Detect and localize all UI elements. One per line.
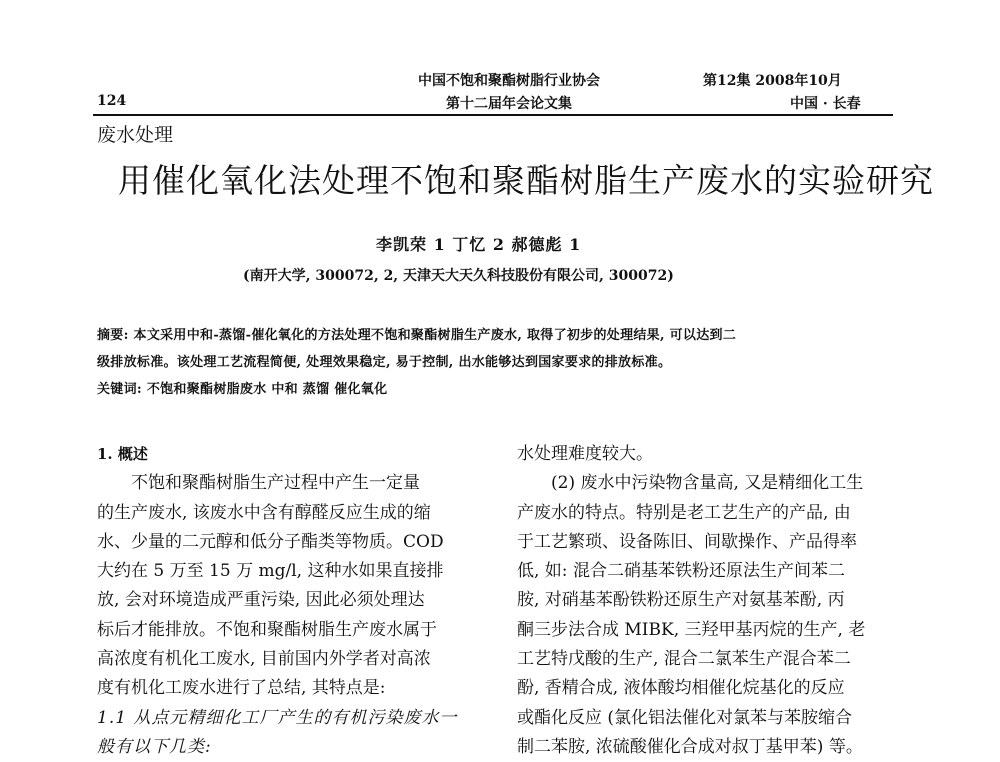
right-column [517, 440, 917, 762]
subsection-heading: 1.1 从点元精细化工厂产生的有机污染废水一 [97, 707, 458, 728]
proceedings-title: 第十二届年会论文集 [446, 96, 572, 112]
body-line: 胺, 对硝基苯酚铁粉还原生产对氨基苯酚, 丙 [517, 590, 845, 611]
body-line: 度有机化工废水进行了总结, 其特点是: [97, 678, 386, 699]
header-rule [93, 114, 893, 116]
body-line: 或酯化反应 (氯化铝法催化对氯苯与苯胺缩合 [517, 707, 853, 728]
keywords: 关键词: 不饱和聚酯树脂废水 中和 蒸馏 催化氧化 [97, 382, 388, 397]
abstract-line-1: 摘要: 本文采用中和-蒸馏-催化氧化的方法处理不饱和聚酯树脂生产废水, 取得了初步的处理结果, 可以达到二 [97, 328, 737, 343]
abstract-line-2: 级排放标准。该处理工艺流程简便, 处理效果稳定, 易于控制, 出水能够达到国家要求的排放标准。 [97, 355, 672, 370]
left-column [97, 440, 497, 762]
volume-date: 第12集 2008年10月 [703, 73, 842, 89]
body-line: 的生产废水, 该废水中含有醇醛反应生成的缩 [97, 502, 431, 523]
body-line: (2) 废水中污染物含量高, 又是精细化工生 [551, 473, 864, 494]
body-line: 水处理难度较大。 [517, 444, 653, 464]
body-line: 低, 如: 混合二硝基苯铁粉还原法生产间苯二 [517, 561, 845, 582]
affiliation: (南开大学, 300072, 2, 天津天大天久科技股份有限公司, 300072) [243, 268, 674, 284]
body-line: 高浓度有机化工废水, 目前国内外学者对高浓 [97, 649, 431, 670]
section-heading: 1. 概述 [97, 445, 148, 463]
location: 中国 · 长春 [790, 96, 861, 112]
subsection-heading-cont: 般有以下几类: [97, 736, 212, 757]
body-line: 酮三步法合成 MIBK, 三羟甲基丙烷的生产, 老 [517, 619, 866, 640]
section-tag: 废水处理 [97, 124, 174, 146]
body-line: 不饱和聚酯树脂生产过程中产生一定量 [131, 473, 420, 494]
author-list: 李凯荣 1 丁忆 2 郝德彪 1 [376, 235, 582, 254]
body-line: 于工艺繁琐、设备陈旧、间歇操作、产品得率 [517, 531, 857, 552]
body-line: 放, 会对环境造成严重污染, 因此必须处理达 [97, 590, 425, 611]
body-line: 工艺特戊酸的生产, 混合二氯苯生产混合苯二 [517, 649, 851, 670]
association-name: 中国不饱和聚酯树脂行业协会 [418, 73, 600, 89]
body-line: 酚, 香精合成, 液体酸均相催化烷基化的反应 [517, 678, 845, 699]
body-line: 制二苯胺, 浓硫酸催化合成对叔丁基甲苯) 等。 [517, 736, 863, 757]
paper-title: 用催化氧化法处理不饱和聚酯树脂生产废水的实验研究 [118, 161, 934, 200]
body-line: 产废水的特点。特别是老工艺生产的产品, 由 [517, 502, 851, 523]
body-line: 水、少量的二元醇和低分子酯类等物质。COD [97, 531, 444, 552]
body-line: 大约在 5 万至 15 万 mg/l, 这种水如果直接排 [97, 561, 444, 582]
body-line: 标后才能排放。不饱和聚酯树脂生产废水属于 [97, 619, 437, 640]
page-number: 124 [97, 93, 127, 109]
